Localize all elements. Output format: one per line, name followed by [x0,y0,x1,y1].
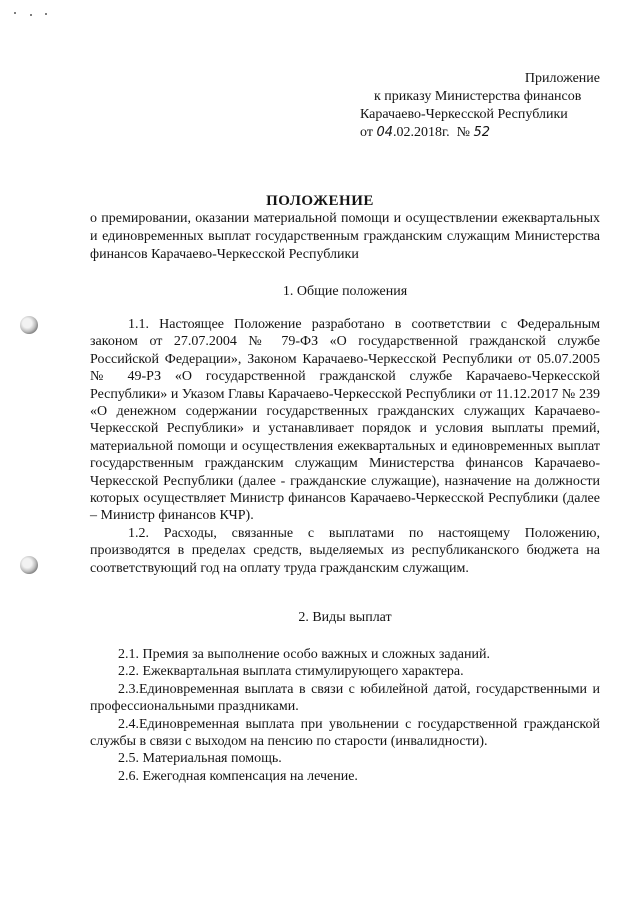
punch-hole-icon [20,556,38,574]
handwritten-number: 52 [473,125,491,140]
annex-title: Приложение [524,71,600,86]
annex-republic-line: Карачаево-Черкесской Республики [360,107,568,122]
paragraph-1-1: 1.1. Настоящее Положение разработано в соответствии с Федеральным законом от 27.07.2004 № 79-ФЗ «О государственной гражданской службе Российской Федерации», Законом Карачаево-Черкесской Республики от 05.07.2005 № 49-РЗ «О государственной гражданской службе Карачаево-Черкесской Республики» и Указом Главы Карачаево-Черкесской Республики от 11.12.2017 № 239 «О денежном содержании государственных гражданских служащих Карачаево-Черкесской Республики» и устанавливает порядок и условия выплаты премий, материальной помощи и осуществления ежеквартальных и единовременных выплат государственным гражданским служащим Министерства финансов Карачаево-Черкесской Республики (далее - гражданские служащие), назначение на должности которых осуществляет Министр финансов Карачаево-Черкесской Республики (далее – Министр финансов КЧР). [90,317,600,524]
section-2-heading: 2. Виды выплат [298,610,392,625]
list-item: 2.3.Единовременная выплата в связи с юбилейной датой, государственными и профессиональными праздниками. [90,681,600,715]
section-1-body [90,316,600,577]
annex-date-line [360,124,600,142]
punch-hole-icon [20,316,38,334]
document-subtitle: о премировании, оказании материальной помощи и осуществлении ежеквартальных и единовременных выплат государственным гражданским служащим Министерства финансов Карачаево-Черкесской Республики [90,211,600,262]
scan-speck [14,12,16,14]
scan-speck [30,14,32,16]
document-title: ПОЛОЖЕНИЕ [266,193,374,209]
annex-block [360,70,600,142]
section-2-list [90,646,600,785]
list-item: 2.2. Ежеквартальная выплата стимулирующего характера. [118,664,464,680]
list-item: 2.5. Материальная помощь. [118,751,282,767]
list-item: 2.6. Ежегодная компенсация на лечение. [118,768,358,784]
date-rest: .02.2018г. [392,125,450,140]
date-prefix: от [360,125,373,140]
annex-order-line: к приказу Министерства финансов [374,89,582,104]
handwritten-day: 04 [376,125,393,140]
list-item: 2.4.Единовременная выплата при увольнении с государственной гражданской службы в связи с выходом на пенсию по старости (инвалидности). [90,716,600,750]
paragraph-1-2: 1.2. Расходы, связанные с выплатами по настоящему Положению, производятся в пределах средств, выделяемых из республиканского бюджета на соответствующий год на оплату труда гражданским служащим. [90,525,600,576]
scan-speck [45,13,47,15]
section-1-heading: 1. Общие положения [282,284,408,299]
number-prefix: № [456,125,471,140]
list-item: 2.1. Премия за выполнение особо важных и сложных заданий. [118,647,490,662]
